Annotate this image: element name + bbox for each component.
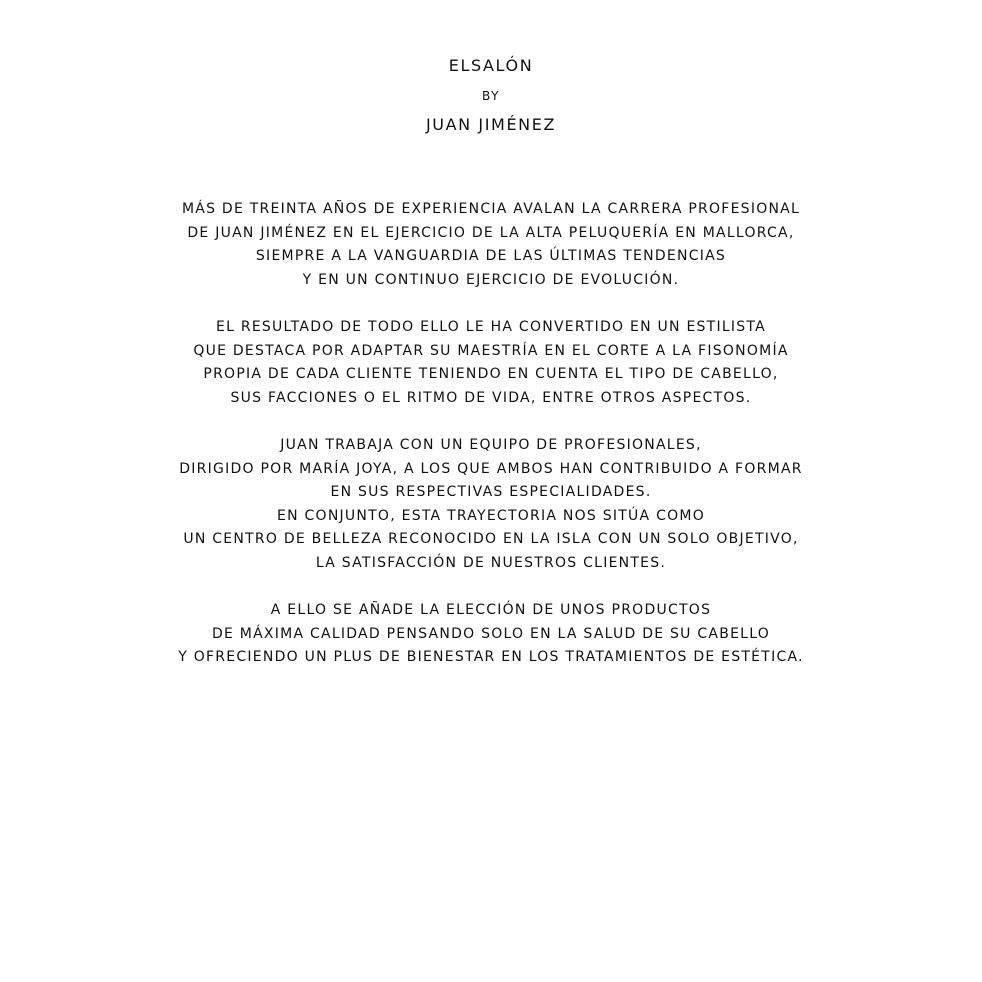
owner-name: JUAN JIMÉNEZ (425, 115, 557, 134)
paragraph-line: Y EN UN CONTINUO EJERCICIO DE EVOLUCIÓN. (302, 271, 680, 288)
paragraph-line: Y OFRECIENDO UN PLUS DE BIENESTAR EN LOS TRATAMIENTOS DE ESTÉTICA. (178, 649, 804, 666)
brand-by: BY (481, 89, 501, 103)
paragraph-line: LA SATISFACCIÓN DE NUESTROS CLIENTES. (315, 554, 667, 571)
body-text (0, 198, 982, 693)
paragraph-line: UN CENTRO DE BELLEZA RECONOCIDO EN LA ISLA CON UN SOLO OBJETIVO, (183, 531, 799, 548)
paragraph-team (0, 434, 982, 576)
paragraph-line: EN SUS RESPECTIVAS ESPECIALIDADES. (330, 484, 652, 501)
paragraph-line: EL RESULTADO DE TODO ELLO LE HA CONVERTIDO EN UN ESTILISTA (216, 318, 766, 335)
paragraph-line: SUS FACCIONES O EL RITMO DE VIDA, ENTRE OTROS ASPECTOS. (230, 389, 752, 406)
brand-title: ELSALÓN (448, 56, 534, 75)
paragraph-line: EN CONJUNTO, ESTA TRAYECTORIA NOS SITÚA COMO (277, 507, 705, 524)
paragraph-line: A ELLO SE AÑADE LA ELECCIÓN DE UNOS PRODUCTOS (270, 602, 712, 619)
paragraph-line: JUAN TRABAJA CON UN EQUIPO DE PROFESIONALES, (280, 436, 702, 453)
paragraph-line: DIRIGIDO POR MARÍA JOYA, A LOS QUE AMBOS HAN CONTRIBUIDO A FORMAR (179, 460, 803, 477)
paragraph-line: QUE DESTACA POR ADAPTAR SU MAESTRÍA EN EL CORTE A LA FISONOMÍA (193, 342, 789, 359)
paragraph-line: MÁS DE TREINTA AÑOS DE EXPERIENCIA AVALAN LA CARRERA PROFESIONAL (181, 201, 801, 217)
paragraph-stylist (0, 316, 982, 410)
paragraph-line: DE MÁXIMA CALIDAD PENSANDO SOLO EN LA SALUD DE SU CABELLO (211, 625, 771, 642)
paragraph-line: SIEMPRE A LA VANGUARDIA DE LAS ÚLTIMAS TENDENCIAS (255, 248, 727, 265)
paragraph-line: DE JUAN JIMÉNEZ EN EL EJERCICIO DE LA ALTA PELUQUERÍA EN MALLORCA, (187, 224, 795, 241)
paragraph-experience (0, 198, 982, 292)
paragraph-products (0, 599, 982, 670)
paragraph-line: PROPIA DE CADA CLIENTE TENIENDO EN CUENTA EL TIPO DE CABELLO, (203, 366, 779, 383)
